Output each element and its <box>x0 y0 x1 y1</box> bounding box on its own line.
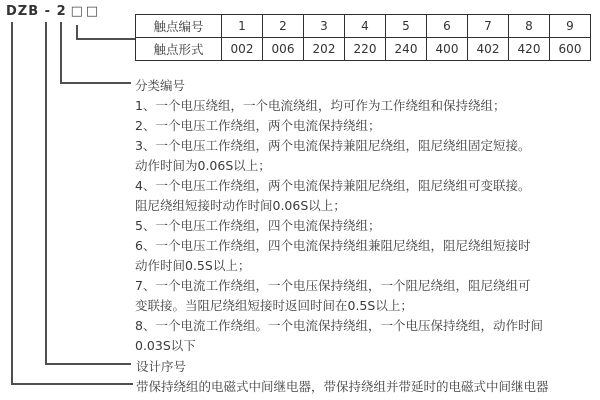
contact-table <box>135 14 591 61</box>
contact-form-cell: 420 <box>509 38 550 61</box>
contact-number-cell: 4 <box>345 15 386 38</box>
model-placeholder-boxes: □□ <box>70 4 102 19</box>
classification-item-line: 4、一个电压工作绕组，两个电流保持兼阻尼绕组，阻尼绕组可变联接。 <box>135 178 531 193</box>
connector-vline-relay-type <box>11 22 13 385</box>
classification-item-line: 变联接。当阻尼绕组短接时返回时间在0.5S以上； <box>135 298 413 313</box>
contact-number-cell: 8 <box>509 15 550 38</box>
classification-item-line: 8、一个电流工作绕组。一个电流保持绕组，一个电压保持绕组，动作时间 <box>135 318 543 333</box>
contact-form-row <box>136 38 591 61</box>
classification-item-line: 3、一个电压工作绕组，两个电流保持兼阻尼绕组，阻尼绕组固定短接。 <box>135 138 531 153</box>
contact-number-row <box>136 15 591 38</box>
contact-number-header: 触点编号 <box>136 15 222 38</box>
contact-number-cell: 3 <box>304 15 345 38</box>
contact-form-header: 触点形式 <box>136 38 222 61</box>
contact-number-cell: 6 <box>427 15 468 38</box>
classification-item-line: 2、一个电压工作绕组，两个电流保持绕组； <box>135 118 381 133</box>
relay-type-description: 带保持绕组的电磁式中间继电器，带保持绕组并带延时的电磁式中间继电器 <box>136 379 549 394</box>
connector-hline-contact-form <box>76 38 136 40</box>
classification-item-line: 5、一个电压工作绕组，四个电流保持绕组； <box>135 218 381 233</box>
contact-number-cell: 5 <box>386 15 427 38</box>
model-code-text: DZB - 2 <box>6 4 67 19</box>
classification-item-line: 动作时间0.5S以上； <box>135 258 251 273</box>
classification-item-line: 0.03S以下 <box>135 338 196 353</box>
contact-number-cell: 2 <box>263 15 304 38</box>
contact-form-cell: 240 <box>386 38 427 61</box>
connector-hline-classification <box>60 82 131 84</box>
contact-form-cell: 220 <box>345 38 386 61</box>
connector-vline-classification <box>60 22 62 84</box>
classification-item-line: 7、一个电流工作绕组，一个电压保持绕组，一个阻尼绕组，阻尼绕组可 <box>135 278 531 293</box>
contact-form-cell: 006 <box>263 38 304 61</box>
model-code <box>6 4 101 19</box>
classification-item-line: 动作时间为0.06S以上； <box>135 158 271 173</box>
classification-title: 分类编号 <box>135 78 186 93</box>
contact-form-cell: 600 <box>550 38 591 61</box>
connector-vline-design-serial <box>45 22 47 365</box>
contact-number-cell: 1 <box>222 15 263 38</box>
classification-item-line: 阻尼绕组短接时动作时间0.06S以上； <box>135 198 346 213</box>
contact-form-cell: 202 <box>304 38 345 61</box>
design-serial-label: 设计序号 <box>136 359 187 374</box>
contact-form-cell: 402 <box>468 38 509 61</box>
contact-form-cell: 400 <box>427 38 468 61</box>
classification-item-line: 6、一个电压工作绕组，四个电流保持绕组兼阻尼绕组，阻尼绕组短接时 <box>135 238 531 253</box>
contact-number-cell: 7 <box>468 15 509 38</box>
connector-hline-design-serial <box>45 363 131 365</box>
contact-form-cell: 002 <box>222 38 263 61</box>
classification-section <box>135 76 543 356</box>
classification-item-line: 1、一个电压绕组，一个电流绕组，均可作为工作绕组和保持绕组； <box>135 98 506 113</box>
connector-hline-relay-type <box>11 383 133 385</box>
contact-number-cell: 9 <box>550 15 591 38</box>
